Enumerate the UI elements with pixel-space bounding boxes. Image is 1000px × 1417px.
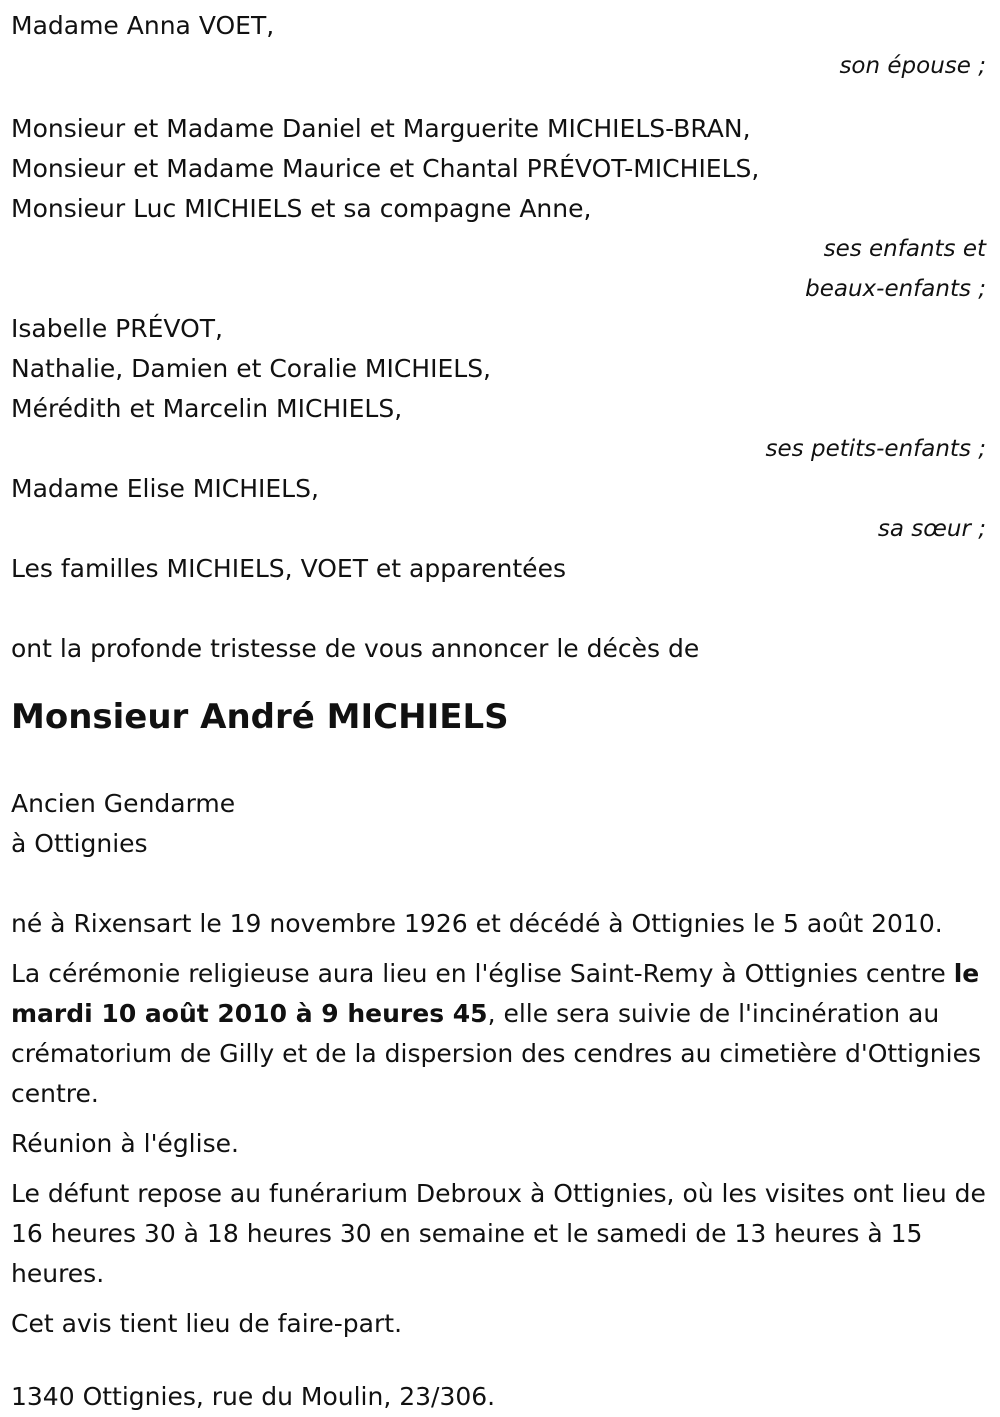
ceremony-text — [11, 954, 988, 1114]
deceased-name: Monsieur André MICHIELS — [11, 697, 509, 737]
grandchild-name: Nathalie, Damien et Coralie MICHIELS, — [11, 354, 492, 383]
child-name: Monsieur et Madame Maurice et Chantal PRÉVOT-MICHIELS, — [11, 154, 760, 183]
children-role-line-2: beaux-enfants ; — [805, 276, 986, 302]
address-text: 1340 Ottignies, rue du Moulin, 23/306. — [11, 1382, 496, 1411]
children-role-line-1: ses enfants et — [823, 236, 986, 262]
visits-text: Le défunt repose au funérarium Debroux à Ottignies, où les visites ont lieu de 16 heures 30 à 18 heures 30 en semaine et le samedi de 13 heures à 15 heures. — [11, 1179, 986, 1288]
families-line: Les familles MICHIELS, VOET et apparentées — [11, 554, 566, 583]
child-name: Monsieur et Madame Daniel et Marguerite MICHIELS-BRAN, — [11, 114, 751, 143]
grandchildren-role: ses petits-enfants ; — [765, 436, 986, 462]
child-name: Monsieur Luc MICHIELS et sa compagne Anne, — [11, 194, 592, 223]
spouse-name: Madame Anna VOET, — [11, 11, 275, 40]
deceased-residence: à Ottignies — [11, 829, 148, 858]
grandchildren-section — [11, 309, 988, 469]
ceremony-text-start: La cérémonie religieuse aura lieu en l'église Saint-Remy à Ottignies centre — [11, 959, 954, 988]
birth-death-text: né à Rixensart le 19 novembre 1926 et décédé à Ottignies le 5 août 2010. — [11, 909, 943, 938]
grandchild-name: Mérédith et Marcelin MICHIELS, — [11, 394, 403, 423]
sister-section — [11, 469, 988, 549]
announcement-text: ont la profonde tristesse de vous annoncer le décès de — [11, 634, 700, 663]
deceased-occupation: Ancien Gendarme — [11, 789, 236, 818]
grandchild-name: Isabelle PRÉVOT, — [11, 314, 223, 343]
spouse-role: son épouse ; — [839, 53, 986, 79]
children-section — [11, 109, 988, 309]
notice-text: Cet avis tient lieu de faire-part. — [11, 1309, 403, 1338]
meeting-text: Réunion à l'église. — [11, 1129, 239, 1158]
ceremony-date: le mardi 10 août 2010 à 9 heures 45 — [11, 959, 980, 1028]
sister-name: Madame Elise MICHIELS, — [11, 474, 319, 503]
spouse-section — [11, 6, 988, 86]
ceremony-text-end: , elle sera suivie de l'incinération au crématorium de Gilly et de la dispersion des cendres au cimetière d'Ottignies centre. — [11, 999, 982, 1108]
sister-role: sa sœur ; — [877, 516, 986, 542]
